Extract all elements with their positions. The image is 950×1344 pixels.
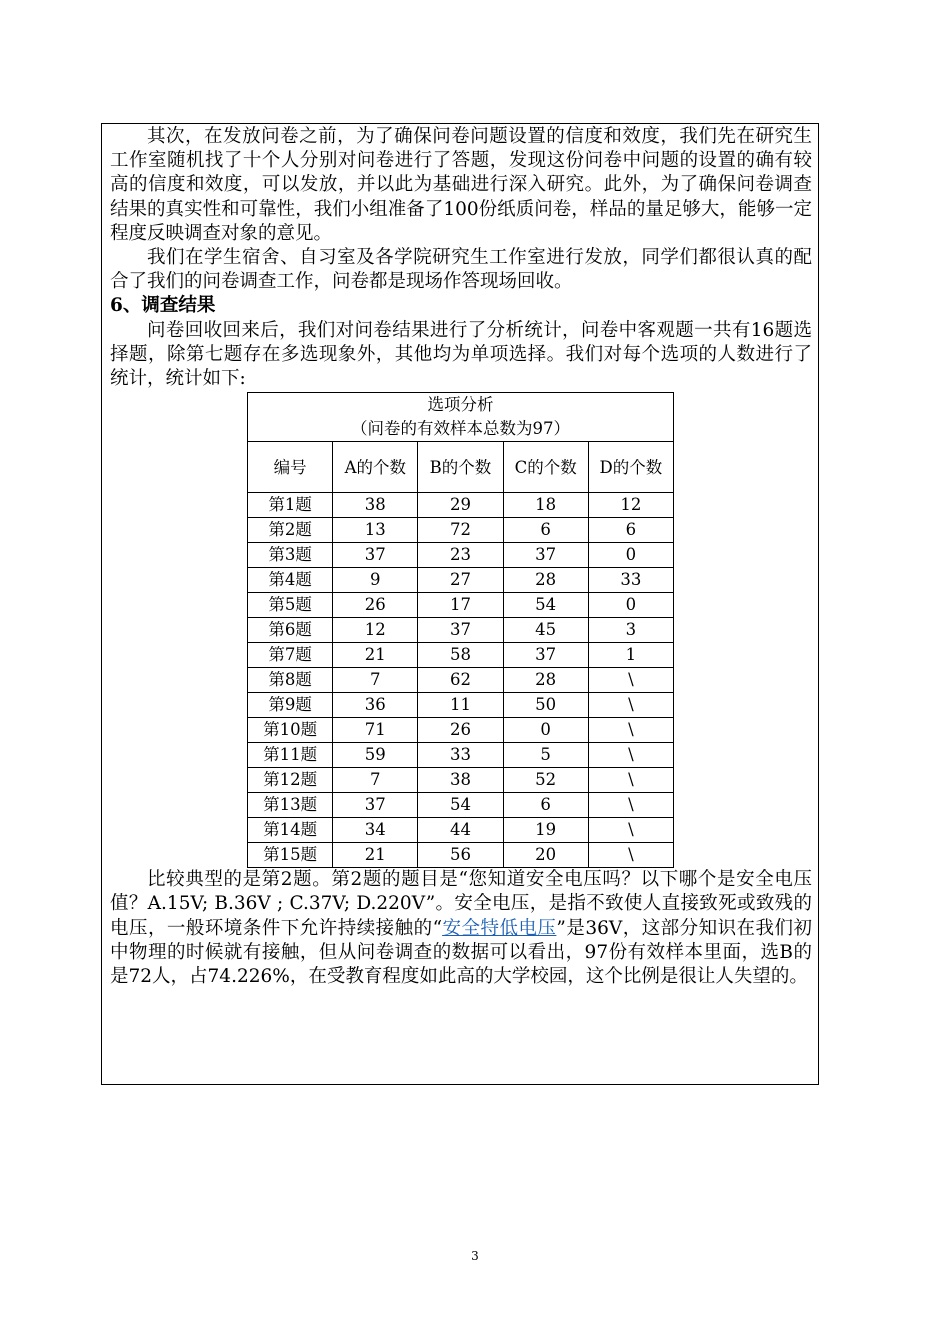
table-cell: 5 [503, 743, 588, 768]
table-cell: 第7题 [248, 643, 333, 668]
table-cell: 29 [418, 493, 503, 518]
table-cell: 21 [333, 843, 418, 868]
table-cell: 34 [333, 818, 418, 843]
table-cell: 12 [333, 618, 418, 643]
table-cell: 第11题 [248, 743, 333, 768]
table-cell: 第5题 [248, 593, 333, 618]
table-cell: 56 [418, 843, 503, 868]
table-cell: \ [588, 768, 673, 793]
table-cell: 27 [418, 568, 503, 593]
table-cell: 第13题 [248, 793, 333, 818]
table-cell: 26 [418, 718, 503, 743]
options-table [247, 392, 674, 868]
table-caption-subtitle: （问卷的有效样本总数为97） [351, 419, 570, 439]
table-header-row [248, 442, 674, 493]
paragraph-1: 其次，在发放问卷之前，为了确保问卷问题设置的信度和效度，我们先在研究生工作室随机找了十个人分别对问卷进行了答题，发现这份问卷中问题的设置的确有较高的信度和效度，可以发放，并以此为基础进行深入研究。此外，为了确保问卷调查结果的真实性和可靠性，我们小组准备了100份纸质问卷，样品的量足够大，能够一定程度反映调查对象的意见。 [110, 126, 812, 244]
table-cell: 72 [418, 518, 503, 543]
table-cell: 33 [418, 743, 503, 768]
table-row [248, 693, 674, 718]
table-cell: 37 [503, 543, 588, 568]
header-cell: A的个数 [333, 442, 418, 493]
table-row [248, 793, 674, 818]
table-cell: 9 [333, 568, 418, 593]
table-row [248, 618, 674, 643]
table-cell: 58 [418, 643, 503, 668]
table-cell: 6 [503, 518, 588, 543]
section-heading: 6、调查结果 [110, 295, 216, 317]
table-cell: 62 [418, 668, 503, 693]
table-cell: 第4题 [248, 568, 333, 593]
table-cell: 第2题 [248, 518, 333, 543]
table-cell: 36 [333, 693, 418, 718]
table-cell: 20 [503, 843, 588, 868]
table-row [248, 743, 674, 768]
table-cell: 6 [503, 793, 588, 818]
table-cell: 1 [588, 643, 673, 668]
table-row [248, 818, 674, 843]
table-cell: 44 [418, 818, 503, 843]
table-cell: 18 [503, 493, 588, 518]
table-cell: 23 [418, 543, 503, 568]
table-cell: \ [588, 668, 673, 693]
table-cell: 第10题 [248, 718, 333, 743]
table-cell: \ [588, 818, 673, 843]
table-cell: 0 [588, 593, 673, 618]
table-cell: 33 [588, 568, 673, 593]
table-cell: 71 [333, 718, 418, 743]
table-cell: \ [588, 843, 673, 868]
table-cell: 第1题 [248, 493, 333, 518]
table-row [248, 768, 674, 793]
table-row [248, 543, 674, 568]
table-cell: 7 [333, 768, 418, 793]
table-row [248, 518, 674, 543]
table-row [248, 568, 674, 593]
table-cell: \ [588, 693, 673, 718]
table-cell: 54 [503, 593, 588, 618]
header-cell: D的个数 [588, 442, 673, 493]
table-cell: 3 [588, 618, 673, 643]
table-cell: 19 [503, 818, 588, 843]
header-cell: 编号 [248, 442, 333, 493]
table-cell: \ [588, 743, 673, 768]
table-cell: 54 [418, 793, 503, 818]
table-row [248, 668, 674, 693]
table-cell: \ [588, 718, 673, 743]
table-cell: 第6题 [248, 618, 333, 643]
table-cell: 13 [333, 518, 418, 543]
table-cell: 50 [503, 693, 588, 718]
header-cell: B的个数 [418, 442, 503, 493]
table-cell: 28 [503, 568, 588, 593]
table-cell: 28 [503, 668, 588, 693]
table-caption [248, 393, 674, 442]
table-cell: 37 [333, 543, 418, 568]
table-cell: 38 [418, 768, 503, 793]
table-cell: 26 [333, 593, 418, 618]
table-cell: 21 [333, 643, 418, 668]
table-caption-title: 选项分析 [427, 395, 494, 415]
table-cell: 11 [418, 693, 503, 718]
table-cell: 第8题 [248, 668, 333, 693]
table-cell: 0 [503, 718, 588, 743]
table-row [248, 718, 674, 743]
table-cell: 37 [333, 793, 418, 818]
paragraph-4 [110, 868, 812, 989]
safety-voltage-link[interactable]: 安全特低电压 [442, 917, 557, 939]
table-cell: 第3题 [248, 543, 333, 568]
table-cell: 6 [588, 518, 673, 543]
table-cell: 37 [503, 643, 588, 668]
table-cell: 0 [588, 543, 673, 568]
table-cell: 45 [503, 618, 588, 643]
paragraph-4-text-cont: ”是36V，这部分知识在我们初中物理的时候就有接触，但从问卷调查的数据可以看出，97份有效样本里面，选B的是72人，占74.226%，在受教育程度如此高的大学校园，这个比例是很让人失望的。 [110, 917, 812, 988]
table-cell: 7 [333, 668, 418, 693]
page-number: 3 [471, 1249, 479, 1263]
table-cell: 52 [503, 768, 588, 793]
table-cell: 第9题 [248, 693, 333, 718]
table-cell: 17 [418, 593, 503, 618]
header-cell: C的个数 [503, 442, 588, 493]
table-cell: 12 [588, 493, 673, 518]
table-row [248, 843, 674, 868]
paragraph-2: 我们在学生宿舍、自习室及各学院研究生工作室进行发放，同学们都很认真的配合了我们的问卷调查工作，问卷都是现场作答现场回收。 [110, 247, 812, 293]
table-cell: 第15题 [248, 843, 333, 868]
document-body [110, 125, 812, 989]
paragraph-3: 问卷回收回来后，我们对问卷结果进行了分析统计，问卷中客观题一共有16题选择题，除第七题存在多选现象外，其他均为单项选择。我们对每个选项的人数进行了统计，统计如下: [110, 319, 812, 390]
table-row [248, 493, 674, 518]
paragraph-4-text: 比较典型的是第2题。第2题的题目是“您知道安全电压吗？以下哪个是安全电压值？A.15V; B.36V ; C.37V; D.220V”。安全电压，是指不致使人直接致死或致残的电压，一般环境条件下允许持续接触的“ [110, 869, 812, 939]
table-cell: 第12题 [248, 768, 333, 793]
table-cell: 37 [418, 618, 503, 643]
table-cell: 59 [333, 743, 418, 768]
table-row [248, 643, 674, 668]
table-cell: 38 [333, 493, 418, 518]
table-cell: 第14题 [248, 818, 333, 843]
table-cell: \ [588, 793, 673, 818]
table-row [248, 593, 674, 618]
